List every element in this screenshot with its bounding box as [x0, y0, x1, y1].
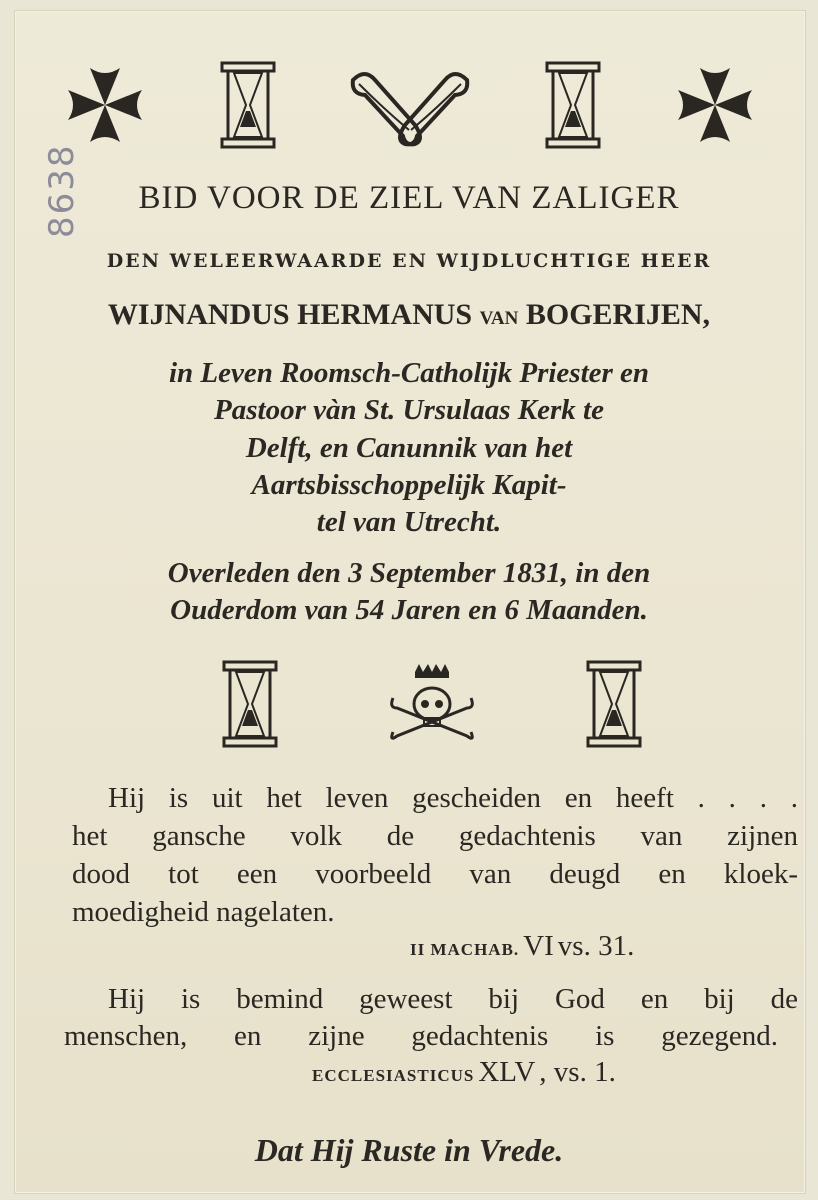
name-first: WIJNANDUS HERMANUS	[107, 298, 473, 331]
crossed-bones-icon	[345, 60, 475, 150]
hourglass-icon	[222, 660, 278, 748]
quote1-line: Hij is uit het leven gescheiden en heeft . . . .	[108, 782, 798, 814]
death-line: Overleden den 3 September 1831, in den	[167, 557, 651, 589]
quote2-reference	[312, 1056, 616, 1089]
biography-line: tel van Utrecht.	[316, 506, 502, 538]
cross-icon	[60, 60, 150, 150]
inventory-number: 8638	[42, 143, 82, 238]
biography-line: Aartsbisschoppelijk Kapit-	[251, 469, 567, 501]
card-title: BID VOOR DE ZIEL VAN ZALIGER	[138, 180, 680, 216]
quote2-ref-book: ECCLESIASTICUS	[312, 1066, 475, 1085]
quote1-ref-chapter: VI	[523, 930, 554, 962]
closing-prayer: Dat Hij Ruste in Vrede.	[254, 1132, 564, 1168]
quote2-line: Hij is bemind geweest bij God en bij de	[108, 983, 798, 1015]
biography-line: Pastoor vàn St. Ursulaas Kerk te	[214, 394, 604, 426]
quote1-line: moedigheid nagelaten.	[72, 896, 335, 928]
top-ornament-row	[60, 60, 760, 150]
name-van: VAN	[479, 308, 519, 329]
quote1-ref-verse: vs. 31.	[557, 930, 635, 962]
quote1-line: het gansche volk de gedachtenis van zijnen	[72, 820, 798, 852]
quote1-line: dood tot een voorbeeld van deugd en kloek-	[72, 858, 798, 890]
cross-icon	[670, 60, 760, 150]
card-subtitle: DEN WELEERWAARDE EN WIJDLUCHTIGE HEER	[106, 250, 712, 272]
middle-ornament-row	[222, 660, 642, 748]
hourglass-icon	[220, 61, 276, 149]
quote1-reference	[410, 930, 634, 963]
hourglass-icon	[586, 660, 642, 748]
hourglass-icon	[545, 61, 601, 149]
quote2-ref-verse: , vs. 1.	[539, 1056, 616, 1088]
death-line: Ouderdom van 54 Jaren en 6 Maanden.	[170, 594, 648, 626]
biography-line: Delft, en Canunnik van het	[245, 432, 573, 464]
name-last: BOGERIJEN,	[525, 298, 711, 331]
quote2-line: menschen, en zijne gedachtenis is gezegend.	[64, 1020, 778, 1052]
quote2-ref-chapter: XLV	[478, 1056, 536, 1088]
biography-line: in Leven Roomsch-Catholijk Priester en	[168, 357, 650, 389]
crowned-skull-icon	[387, 662, 477, 746]
deceased-name	[0, 298, 818, 332]
quote1-ref-book: II MACHAB.	[410, 940, 520, 959]
